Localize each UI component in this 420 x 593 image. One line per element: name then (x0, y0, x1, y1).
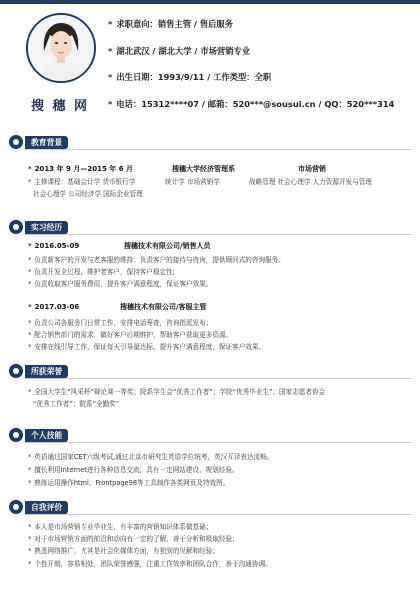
divider (25, 149, 413, 150)
section-evaluation (9, 500, 413, 515)
section-title: 教育背景 (25, 136, 68, 149)
job-date: * 2016.05-09 (28, 242, 80, 250)
divider (25, 514, 413, 515)
skill-item: * 熟练运用操作html、Frontpage98等工具制作各类网页及特效图。 (28, 479, 230, 487)
edu-courses-b: 统计学 市场营销学 (165, 178, 220, 186)
job-item: * 负责开发全过程，维护老客户，保持客户稳定性; (28, 268, 175, 276)
info-contact: * 电话：15312****07 / 邮箱：520***@sousui.cn / QQ：520***314 (108, 98, 395, 109)
contact-info (108, 18, 413, 124)
candidate-name: 搜 穗 网 (30, 99, 90, 114)
honors-line: * 全国大学生“风采杯”辩论赛一等奖；院系学生会“优秀工作者”；学院“优秀毕业生”；国家志愿者协会 (28, 388, 326, 396)
edu-major: 市场营销 (298, 165, 326, 173)
portrait-photo-icon (28, 15, 94, 81)
edu-courses-2: 社会心理学 公司经济学 国际企业管理 (33, 190, 143, 198)
section-honors (9, 364, 413, 379)
honors-line: “优秀工作者”；院系“全勤奖” (33, 400, 120, 408)
section-title: 自我评价 (25, 501, 68, 514)
job-item: * 安排在线引导工作，保证每天引导量达标，提升客户满意程度，保证客户效果。 (28, 343, 266, 351)
section-title: 个人技能 (25, 429, 68, 442)
job-item: * 负责公司各服务门日常工作，安排电话筹查，咨询指派发布； (28, 319, 213, 327)
info-location: * 湖北武汉 / 湖北大学 / 市场营销专业 (108, 45, 251, 56)
info-intent: * 求职意向：销售主管 / 售后服务 (108, 19, 234, 29)
edu-courses-c: 战略管理 社会心理学 人力资源开发与管理 (249, 178, 372, 186)
edu-courses: * 主修课程：基础会计学 货币银行学 (28, 178, 136, 186)
section-title: 所获荣誉 (25, 365, 68, 378)
education-icon (9, 135, 23, 149)
evaluation-item: * 熟悉网络推广，尤其是社会化媒体方面，有独到的见解和经验； (28, 547, 219, 555)
divider (25, 442, 413, 443)
job-item: * 负责新客户的开发与老客服的维持；负责客户的接待与咨询，提供顾问式的咨询服务； (28, 256, 285, 264)
section-title: 实习经历 (25, 221, 68, 234)
job-date: * 2017.03-06 (28, 303, 80, 311)
job-item: * 配合销售部门的需求，做好客户后期维护，帮助客户获取更多资源。 (28, 331, 233, 339)
evaluation-item: * 个性开朗，容易相处，团队荣誉感强，注重工作效率和团队合作，善于沟通协调。 (28, 560, 272, 568)
person-icon (9, 428, 23, 442)
edu-period: * 2013 年 9 月—2015 年 6 月 (28, 165, 133, 173)
section-skills (9, 428, 413, 443)
section-experience (9, 220, 413, 235)
evaluation-item: * 对于市场营销方面的前沿和动向有一定的了解，善于分析和吸取经验； (28, 535, 239, 543)
evaluation-item: * 本人是市场营销专业毕业生，有丰富的营销知识体系做基础； (28, 523, 213, 531)
trophy-icon (9, 364, 23, 378)
briefcase-icon (9, 220, 23, 234)
divider (25, 234, 413, 235)
skill-item: * 英语通过国家CET六级考试,通过北京市研究生英语学位统考，英汉互译表达流畅。 (28, 453, 274, 461)
comment-icon (9, 500, 23, 514)
job-item: * 负责收取客户服务费用，提升客户满意程度，保证客户效果。 (28, 280, 213, 288)
info-birthdate: * 出生日期：1993/9/11 / 工作类型：全职 (108, 72, 272, 82)
section-education (9, 135, 413, 150)
top-accent-bar (0, 0, 420, 4)
divider (25, 378, 413, 379)
skill-item: * 擅长利用Internet进行各种信息交流，具有一定网站建设、规划经验。 (28, 466, 239, 474)
job-company: 搜穗技术有限公司/销售人员 (124, 242, 211, 250)
job-company: 搜穗技术有限公司/客服主管 (120, 303, 207, 311)
avatar (26, 13, 96, 83)
edu-school: 搜穗大学经济管理系 (172, 165, 235, 173)
